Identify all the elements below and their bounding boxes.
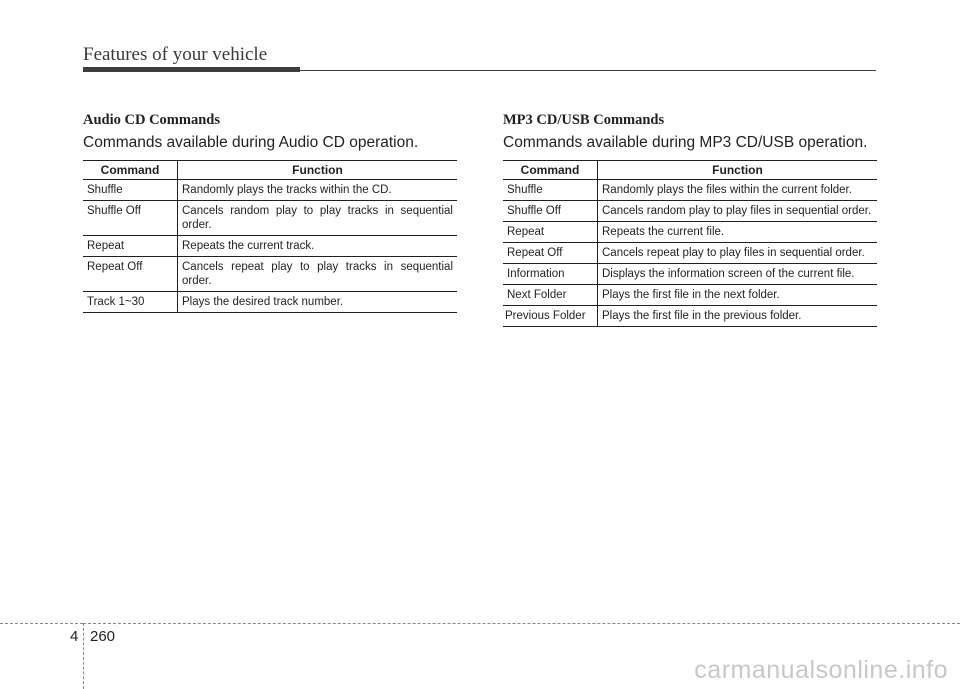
function-cell: Repeats the current track.: [178, 236, 458, 257]
command-cell: Repeat Off: [503, 243, 598, 264]
footer-rule: [83, 623, 960, 624]
function-cell: Randomly plays the files within the current folder.: [598, 180, 878, 201]
table-row: [503, 180, 877, 201]
command-cell: Shuffle: [83, 180, 178, 201]
command-cell: Repeat: [503, 222, 598, 243]
table-header-row: [503, 161, 877, 180]
command-cell: Repeat: [83, 236, 178, 257]
footer-rule-left: [0, 623, 83, 624]
function-cell: Cancels random play to play tracks in sequential order.: [178, 201, 458, 236]
table-row: [503, 243, 877, 264]
page-number: 260: [90, 628, 116, 645]
watermark: carmanualsonline.info: [694, 656, 948, 684]
function-cell: Cancels random play to play files in sequential order.: [598, 201, 878, 222]
function-cell: Plays the first file in the next folder.: [598, 285, 878, 306]
function-cell: Cancels repeat play to play tracks in sequential order.: [178, 257, 458, 292]
command-cell: Repeat Off: [83, 257, 178, 292]
table-row: [503, 285, 877, 306]
audio-cd-table: [83, 160, 457, 313]
mp3-usb-subheading: Commands available during MP3 CD/USB operation.: [503, 134, 868, 151]
table-row: [503, 222, 877, 243]
header-bar: [83, 67, 300, 72]
column-header-command: Command: [503, 161, 598, 180]
command-cell: Shuffle Off: [503, 201, 598, 222]
command-cell: Previous Folder: [503, 306, 598, 327]
table-row: [83, 292, 457, 313]
table-row: [83, 201, 457, 236]
table-header-row: [83, 161, 457, 180]
footer-divider: [83, 623, 84, 689]
function-cell: Plays the first file in the previous folder.: [598, 306, 878, 327]
mp3-usb-section: [503, 110, 877, 327]
mp3-usb-heading: MP3 CD/USB Commands: [503, 112, 665, 128]
command-cell: Track 1~30: [83, 292, 178, 313]
column-header-command: Command: [83, 161, 178, 180]
command-cell: Information: [503, 264, 598, 285]
table-row: [503, 306, 877, 327]
audio-cd-heading: Audio CD Commands: [83, 112, 220, 128]
command-cell: Shuffle: [503, 180, 598, 201]
header-rule: [300, 70, 876, 71]
table-row: [83, 257, 457, 292]
table-row: [503, 264, 877, 285]
page-header-title: Features of your vehicle: [83, 44, 268, 65]
column-header-function: Function: [598, 161, 878, 180]
column-header-function: Function: [178, 161, 458, 180]
command-cell: Shuffle Off: [83, 201, 178, 236]
function-cell: Repeats the current file.: [598, 222, 878, 243]
table-row: [83, 236, 457, 257]
audio-cd-section: [83, 110, 457, 313]
table-row: [83, 180, 457, 201]
function-cell: Cancels repeat play to play files in sequential order.: [598, 243, 878, 264]
chapter-number: 4: [70, 628, 79, 645]
function-cell: Plays the desired track number.: [178, 292, 458, 313]
mp3-usb-table: [503, 160, 877, 327]
audio-cd-subheading: Commands available during Audio CD operation.: [83, 134, 419, 151]
command-cell: Next Folder: [503, 285, 598, 306]
function-cell: Displays the information screen of the current file.: [598, 264, 878, 285]
table-row: [503, 201, 877, 222]
function-cell: Randomly plays the tracks within the CD.: [178, 180, 458, 201]
